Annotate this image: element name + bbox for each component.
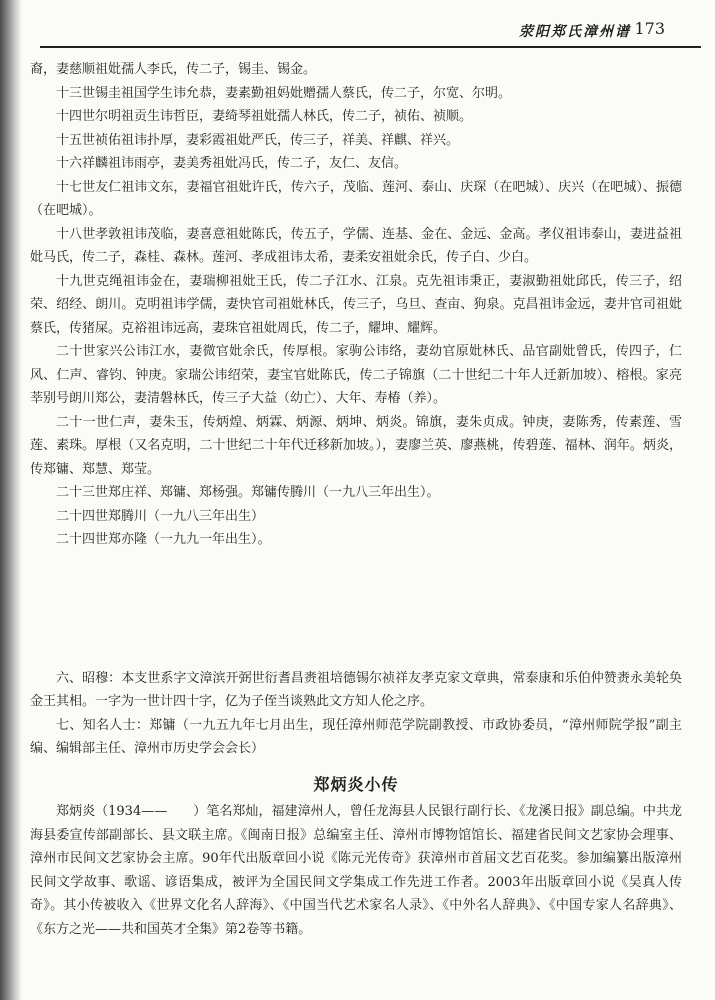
lineage-paragraph: 十四世尔明祖贡生讳哲臣，妻绮琴祖妣孺人林氏，传二子，祯佑、祯顺。 [56, 109, 473, 124]
header-rule [40, 46, 701, 48]
lineage-paragraph: 十三世锡圭祖国学生讳允恭，妻素勤祖妈妣赠孺人蔡氏，传二子，尔宽、尔明。 [56, 85, 512, 101]
lineage-paragraph: 二十三世郑庄祥、郑镛、郑杨强。郑镛传腾川（一九八三年出生）。 [56, 485, 440, 500]
lineage-paragraph: 十八世孝敦祖讳茂临，妻喜意祖妣陈氏，传五子，学儒、连基、金在、金远、金高。孝仪祖讳泰山，妻进益祖妣马氏，传二子，森桂、森林。莲河、孝成祖讳太希，妻柔安祖妣余氏，传子白、少白。 [30, 226, 682, 265]
biography-paragraph: 郑炳炎（1934—— ）笔名郑灿，福建漳州人，曾任龙海县人民银行副行长、《龙溪日报》副总编。中共龙海县委宣传部副部长、县文联主席。《闽南日报》总编室主任、漳州市博物馆馆长、福建省民间文艺家协会理事、漳州市民间文艺家协会主席。90年代出版章回小说《陈元光传奇》获漳州市首届文艺百花奖。参加编纂出版漳州民间文学故事、歌谣、谚语集成，被评为全国民间文学集成工作先进工作者。2003年出版章回小说《吴真人传奇》。其小传被收入《世界文化名人辞海》、《中国当代艺术家名人录》、《中外名人辞典》、《中国专家人名辞典》、《东方之光——共和国英才全集》第2卷等书籍。 [30, 804, 682, 937]
lineage-paragraph: 二十一世仁声，妻朱玉，传炳煌、炳霖、炳源、炳坤、炳炎。锦旗，妻朱贞成。钟庚，妻陈秀，传素莲、雪莲、素珠。厚根（又名克明，二十世纪二十年代迁移新加坡。），妻廖兰英、廖燕桃，传碧莲、福林、润年。炳炎，传郑镛、郑慧、郑莹。 [30, 414, 682, 477]
lineage-paragraph: 二十四世郑腾川（一九八三年出生） [56, 508, 265, 524]
page-body [30, 58, 682, 941]
scan-shadow [0, 0, 22, 1000]
lineage-paragraph: 二十四世郑亦隆（一九九一年出生）。 [56, 532, 271, 547]
lineage-paragraph: 十九世克绳祖讳金在，妻瑞柳祖妣王氏，传二子江水、江泉。克先祖讳秉正，妻淑勤祖妣邱氏，传三子，绍荣、绍经、朗川。克明祖讳学儒，妻快官司祖妣林氏，传三子，乌旦、查亩、狗泉。克昌祖讳金远，妻井官司祖妣蔡氏，传猪屎。克裕祖讳远高，妻珠官祖妣周氏，传二子，耀坤、耀辉。 [30, 273, 682, 336]
page-number: 173 [634, 19, 665, 38]
lineage-paragraph: 二十世家兴公讳江水，妻微官妣余氏，传厚根。家驹公讳络，妻幼官原妣林氏、品官副妣曾氏，传四子，仁风、仁声、睿钧、钟庚。家瑞公讳绍荣，妻宝官妣陈氏，传二子锦旗（二十世纪二十年人迁新加坡）、榕根。家亮莘别号朗川郑公，妻清磐林氏，传三子大益（幼亡）、大年、寿椿（养）。 [30, 344, 682, 406]
lineage-paragraph: 十六祥麟祖讳雨亭，妻美秀祖妣冯氏，传二子，友仁、友信。 [56, 156, 408, 171]
lineage-paragraph: 裔，妻慈顺祖妣孺人李氏，传二子，锡圭、锡金。 [30, 62, 317, 77]
page-header [40, 14, 701, 44]
blank-space [30, 552, 682, 667]
notable-person-note: 七、知名人士：郑镛（一九五九年七月出生，现任漳州师范学院副教授、市政协委员，“漳州师院学报”副主编、编辑部主任、漳州市历史学会会长） [30, 717, 682, 756]
generation-names-note: 六、昭穆：本支世系字文漳滨开弼世衍耆昌赉祖培德锡尔祯祥友孝克家文章典，常泰康和乐伯仲赞赉永美轮奂金王其相。一字为一世计四十字，亿为子侄当谈熟此文方知人伦之序。 [30, 670, 682, 709]
section-title: 郑炳炎小传 [313, 774, 399, 794]
lineage-paragraph: 十五世祯佑祖讳扑厚，妻彩霞祖妣严氏，传三子，祥美、祥麒、祥兴。 [56, 132, 460, 148]
running-title: 荥阳郑氏漳州谱 [519, 24, 631, 40]
lineage-paragraph: 十七世友仁祖讳文东，妻福官祖妣许氏，传六子，茂临、莲河、泰山、庆琛（在吧城）、庆兴（在吧城）、振德（在吧城）。 [30, 179, 682, 218]
